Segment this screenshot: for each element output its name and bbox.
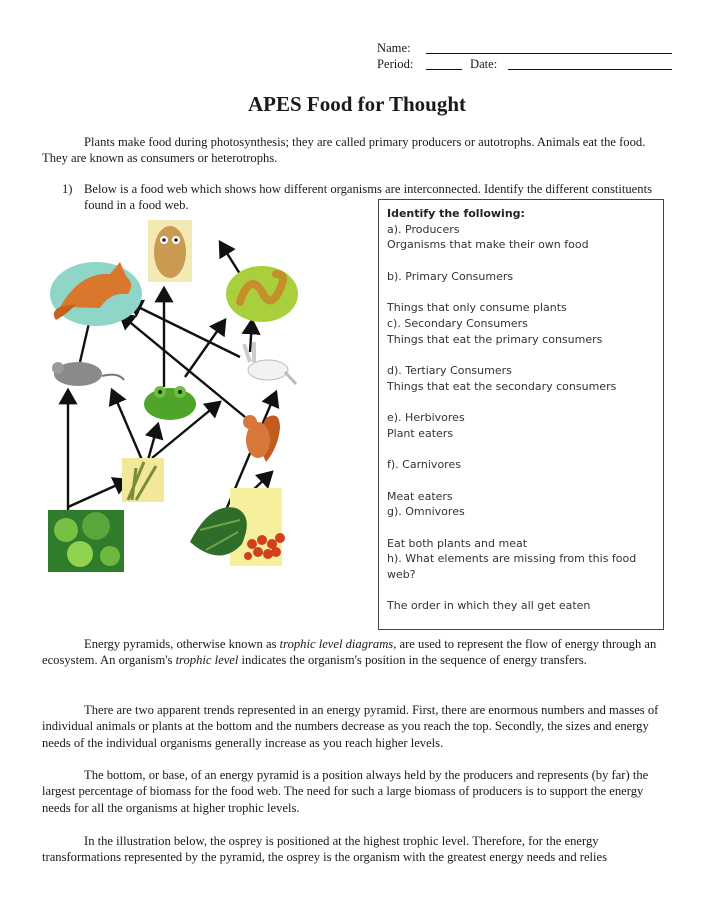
identify-line — [387, 285, 663, 301]
name-field-line[interactable] — [426, 53, 672, 54]
name-label: Name: — [377, 41, 411, 55]
identify-line: Meat eaters — [387, 489, 453, 503]
p1-emphasis-trophic-diagrams: trophic level diagrams — [279, 637, 394, 651]
paragraph-energy-pyramids — [42, 636, 674, 669]
identify-line: Eat both plants and meat — [387, 536, 528, 550]
paragraph-base — [42, 767, 674, 816]
identify-line — [387, 347, 663, 363]
p1-emphasis-trophic-level: trophic level — [175, 653, 239, 668]
identify-line: b). Primary Consumers — [387, 269, 514, 283]
paragraph-trends — [42, 702, 674, 751]
frog-icon — [144, 386, 196, 420]
intro-paragraph — [42, 134, 674, 167]
identify-line — [387, 473, 663, 489]
snake-icon — [226, 266, 298, 322]
food-web-diagram — [40, 212, 352, 577]
identify-line: d). Tertiary Consumers — [387, 363, 512, 377]
identify-line: Things that eat the primary consumers — [387, 332, 603, 346]
p1-text-a: Energy pyramids, otherwise known as — [84, 637, 280, 651]
identify-line: Organisms that make their own food — [387, 238, 589, 252]
question-text: Below is a food web which shows how different organisms are interconnected. Identify the different constituents found in a food web. — [84, 182, 652, 213]
identify-line: a). Producers — [387, 222, 460, 236]
p1-text-b: , are used to represent the flow of energy through an ecosystem. An organism's — [42, 637, 657, 668]
p1-text-c: indicates the organism's position in the sequence of energy transfers. — [238, 653, 587, 668]
identify-line: f). Carnivores — [387, 458, 461, 472]
p2-text: There are two apparent trends represented in an energy pyramid. First, there are enormous numbers and masses of individual animals or plants at the bottom and the numbers decrease as you reach the top. Secondly, the sizes and energy needs of the individual organisms generally increase as you reach higher levels. — [42, 703, 659, 750]
identify-heading: Identify the following: — [387, 207, 525, 220]
identify-line: Things that only consume plants — [387, 301, 567, 315]
date-label: Date: — [470, 57, 498, 71]
identify-line — [387, 583, 663, 599]
identify-line: Things that eat the secondary consumers — [387, 379, 617, 393]
mouse-icon — [52, 362, 124, 386]
rabbit-icon — [244, 342, 296, 384]
fox-icon — [50, 262, 142, 326]
p3-text: The bottom, or base, of an energy pyramid is a position always held by the producers and represents (by far) the largest percentage of biomass for the food web. The need for such a large biomass of producers is to support the energy needs for all the organisms at higher trophic levels. — [42, 768, 649, 815]
leafy-plant-icon — [48, 510, 124, 572]
period-label: Period: — [377, 57, 414, 71]
identify-box — [378, 199, 664, 630]
identify-line: web? — [387, 568, 416, 582]
paragraph-osprey — [42, 833, 674, 866]
identify-line: g). Omnivores — [387, 505, 465, 519]
period-field-line[interactable] — [426, 69, 462, 70]
identify-line — [387, 441, 663, 457]
identify-line — [387, 253, 663, 269]
identify-line: c). Secondary Consumers — [387, 316, 528, 330]
page-title: APES Food for Thought — [247, 92, 467, 116]
identify-line — [387, 520, 663, 536]
owl-icon — [148, 220, 192, 282]
date-field-line[interactable] — [508, 69, 672, 70]
p4-text: In the illustration below, the osprey is positioned at the highest trophic level. Therefore, for the energy transformations represented by the pyramid, the osprey is the organism with the greatest energy needs and relies — [42, 834, 608, 865]
identify-line: Plant eaters — [387, 426, 454, 440]
grass-icon — [122, 458, 164, 502]
identify-line: h). What elements are missing from this food — [387, 552, 637, 566]
identify-line — [387, 394, 663, 410]
intro-text: Plants make food during photosynthesis; they are called primary producers or autotrophs. Animals eat the food. They are known as consumers or heterotrophs. — [42, 135, 646, 166]
question-number: 1) — [62, 182, 73, 196]
identify-line: e). Herbivores — [387, 411, 465, 425]
identify-line: The order in which they all get eaten — [387, 599, 591, 613]
